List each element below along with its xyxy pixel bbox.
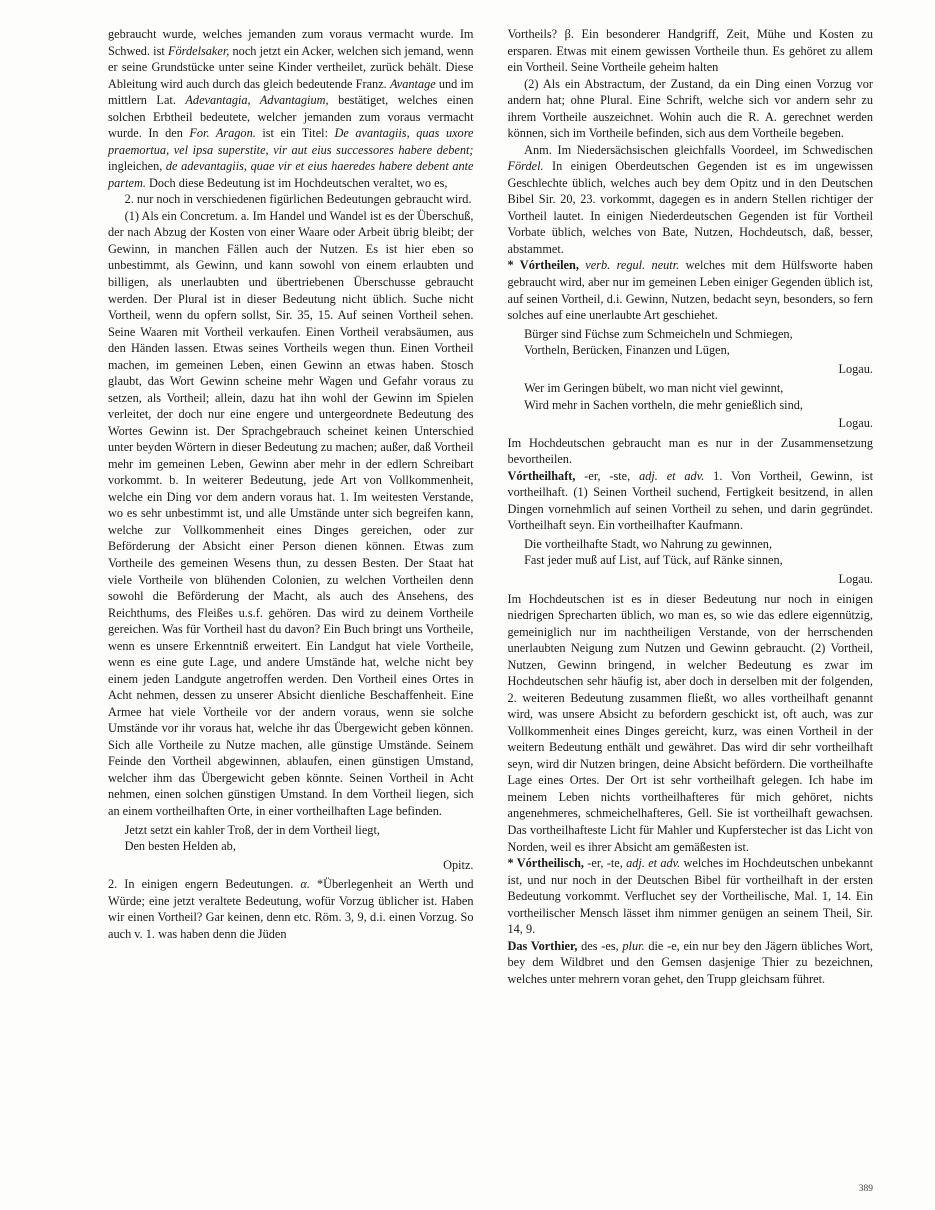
verse-attribution: Logau.: [838, 361, 873, 376]
verse-attribution: Opitz.: [443, 857, 474, 872]
verse-line: Fast jeder muß auf List, auf Tück, auf Ränke sinnen,: [524, 553, 783, 568]
verse-block: [508, 326, 874, 359]
paragraph: Im Hochdeutschen ist es in dieser Bedeutung nur noch in einigen niedrigen Sprecharten üblich, wo man es, so wie das edlere eigennützig, gemeiniglich nur im nachtheiligen Verstande, von der herrschenden unerlaubten Neigung zum Nutzen und Gewinn gebraucht. (2) Vortheil, Nutzen, Gewinn bringend, in welcher Bedeutung es zwar im Hochdeutschen sehr häufig ist, aber doch in derselben mit der folgenden, 2. weiteren Bedeutung zusammen fließt, wo alles vortheilhaft genannt wird, was unsere Absicht zu befordern geschickt ist, oft auch, was zur Vollkommenheit eines Dinges gereicht, kurz, was einen Vortheil in der weitern Bedeutung enthält und gewähret. Das wird dir sehr vortheilhaft seyn, wird dir Nutzen bringen, deine Absicht befördern. Die vortheilhafte Lage eines Ortes. Der Ort ist sehr vortheilhaft gelegen. Ich habe im meinem Leben nichts vortheilhafteres für mich gehöret, nichts angenehmeres, schmeichelhafteres, Gell. Sie ist vortheilhaft gewachsen. Das vortheilhafteste Licht für Mahler und Kupferstecher ist das Licht von Norden, weil es ihrer Absicht am gemäßesten ist.: [507, 591, 873, 854]
paragraph: 2. nur noch in verschiedenen figürlichen Bedeutungen gebraucht wird.: [124, 192, 472, 207]
paragraph: * Vórtheilen, verb. regul. neutr. welches mit dem Hülfsworte haben gebraucht wird, aber nur im gemeinen Leben einiger Gegenden üblich ist, auf seinen Vortheil, d.i. Gewinn, Nutzen, bedacht seyn, besonders, so fern solches auf eine unerlaubte Art geschiehet.: [507, 258, 874, 323]
paragraph: Vortheils? β. Ein besonderer Handgriff, Zeit, Mühe und Kosten zu ersparen. Etwas mit einem gewissen Vortheile thun. Es gehöret zu allem ein Vortheil. Seine Vortheile geheim halten: [507, 27, 873, 75]
paragraph: Vórtheilhaft, -er, -ste, adj. et adv. 1. Von Vortheil, Gewinn, ist vortheilhaft. (1) Seinen Vortheil suchend, Fertigkeit besitzend, in allen Dingen vornehmlich auf seinen Vortheil zu sehen, und darin gegründet. Vortheilhaft seyn. Ein vortheilhafter Kaufmann.: [507, 468, 873, 533]
paragraph: (2) Als ein Abstractum, der Zustand, da ein Ding einen Vorzug vor andern hat; ohne Plural. Eine Schrift, welche sich vor andern sehr zu ihrem Vortheile auszeichnet. Wohin auch die R. A. gerechnet werden können, sich im Vortheile befinden, sich aus dem Vortheile begeben.: [507, 76, 873, 141]
right-column: [508, 26, 874, 1166]
two-column-layout: [108, 26, 873, 1166]
page-number: 389: [858, 1184, 873, 1194]
verse-line: Wer im Geringen bübelt, wo man nicht viel gewinnt,: [524, 381, 784, 396]
paragraph: * Vórtheilisch, -er, -te, adj. et adv. welches im Hochdeutschen unbekannt ist, und nur noch in der Deutschen Bibel für vortheilhaft in der ersten Bedeutung vorkommt. Verfluchet sey der Vortheilische, Mal. 1, 14. Ein vortheilischer Mensch lässet ihm nimmer genügen an seinem Theil, Sir. 14, 9.: [507, 856, 873, 937]
paragraph: (1) Als ein Concretum. a. Im Handel und Wandel ist es der Überschuß, der nach Abzug der Kosten von einer Waare oder Arbeit übrig bleibt; der Gewinn, in manchen Fällen auch der Nutzen. Es ist hier eben so unbestimmt, als Gewinn, und kann sowohl von einem erlaubten und billigen, als unerlaubten und übertriebenen Überschusse gebraucht werden. Der Plural ist in dieser Bedeutung nicht üblich. Suche nicht Vortheil, wenn du opfern sollst, Sir. 35, 15. Auf seinen Vortheil sehen. Seine Waaren mit Vortheil verkaufen. Einen Vortheil verabsäumen, aus den Händen lassen. Etwas seines Vortheils wegen thun. Einen Vortheil machen, im gemeinen Leben, einen Gewinn an etwas haben. Stosch glaubt, das Wort Gewinn scheine mehr Wagen und Gefahr voraus zu setzen, als Vortheil; allein, dazu hat ihn wohl der Gewinn im Spielen verleitet, der doch nur eine engere und untergeordnete Bedeutung des Wortes Gewinn ist. Der Sprachgebrauch scheinet keinen Unterschied unter beyden Wörtern in dieser Bedeutung zu machen; außer, daß Vortheil mehr im gemeinen Leben, Gewinn aber mehr in der edlern Schreibart vorkommt. b. In weiterer Bedeutung, jede Art von Vollkommenheit, welche ein Ding vor dem andern voraus hat. 1. Im weitesten Verstande, wo es sehr unbestimmt ist, und alle Umstände unter sich begreifen kann, welche zur Vollkommenheit eines Dinges gereichen, oder zur Beförderung der Absicht einer Person dienen können. Etwas zum Vortheile des gemeinen Wesens thun, zu dessen Besten. Der Staat hat viele Vortheile von blühenden Colonien, zu welchen Vortheilen denn sowohl die Beförderung der Macht, als auch des Ansehens, des Reichthums, des Fleißes u.s.f. gehören. Das wird zu deinem Vortheile gereichen. Was für Vortheil hast du davon? Ein Buch bringt uns Vortheile, wenn es unsere Erkenntniß erweitert. Ein Landgut hat viele Vortheile, wenn es eine gute Lage, und andere Umstände hat, welche nicht bey einem jeden Landgute angetroffen werden. Den Vortheil eines Ortes in Acht nehmen, dessen zu unserer Absicht dienliche Beschaffenheit. Eine Armee hat viele Vortheile vor der andern voraus, wenn sie solche Umstände vor ihr voraus hat, welche ihr das Übergewicht geben können. Sich alle Vortheile zu Nutze machen, alle günstige Umstände. Seinem Feinde den Vortheil abgewinnen, ablaufen, einen günstigen Umstand, welcher ihm das Übergewicht geben könnte. Seinen Vortheil in Acht nehmen, einen solchen günstigen Umstand. In dem Vortheil liegen, sich an einem vortheilhaften Orte, in einer vortheilhaften Lage befinden.: [108, 208, 474, 818]
verse-block: [508, 380, 874, 413]
verse-block: [508, 536, 874, 569]
left-column: [108, 26, 474, 1166]
verse-line: Die vortheilhafte Stadt, wo Nahrung zu gewinnen,: [524, 536, 773, 551]
verse-line: Wird mehr in Sachen vortheln, die mehr genießlich sind,: [524, 397, 803, 412]
verse-line: Den besten Helden ab,: [124, 839, 236, 854]
verse-line: Bürger sind Füchse zum Schmeicheln und Schmiegen,: [524, 326, 793, 341]
paragraph: Anm. Im Niedersächsischen gleichfalls Voordeel, im Schwedischen Fördel. In einigen Oberdeutschen Gegenden ist es im ungewissen Geschlechte üblich, welches auch bey dem Opitz und in den Deutschen Bibel Sir. 20, 23. vorkommt, dagegen es in andern Stellen richtiger der Vortheil lautet. In einigen Niederdeutschen Gegenden ist für Vortheil Vorbate üblich, welches von Bate, Nutzen, Hochdeutsch, daß, besser, abstammet.: [507, 142, 873, 256]
paragraph: 2. In einigen engern Bedeutungen. α. *Überlegenheit an Werth und Würde; eine jetzt veraltete Bedeutung, wofür Vorzug üblicher ist. Haben wir einen Vortheil? Gar keinen, denn etc. Röm. 3, 9, d.i. einen Vorzug. So auch v. 1. was haben denn die Jüden: [108, 877, 474, 941]
verse-line: Jetzt setzt ein kahler Troß, der in dem Vortheil liegt,: [124, 822, 380, 837]
paragraph: gebraucht wurde, welches jemanden zum voraus vermacht wurde. Im Schwed. ist Fördelsaker, noch jetzt ein Acker, welchen sich jemand, wenn er seine Grundstücke unter seine Kinder vertheilet, zurück behält. Diese Ableitung wird auch durch das gleich bedeutende Franz. Avantage und im mittlern Lat. Adevantagia, Advantagium, bestätiget, welches einen solchen Erbtheil bedeutete, welcher jemanden zum voraus vermacht wurde. In den For. Aragon. ist ein Titel: De avantagiis, quas uxore praemortua, vel ipsa superstite, vir aut eius successores habere debent; ingleichen, de adevantagiis, quae vir et eius haeredes habere debent ante partem. Doch diese Bedeutung ist im Hochdeutschen veraltet, wo es,: [108, 27, 474, 190]
paragraph: Im Hochdeutschen gebraucht man es nur in der Zusammensetzung bevortheilen.: [507, 435, 873, 467]
verse-block: [108, 822, 474, 855]
paragraph: Das Vorthier, des -es, plur. die -e, ein nur bey den Jägern übliches Wort, bey dem Wildbret und den Gemsen dasjenige Thier zu bezeichnen, welches unter mehrern voran gehet, den Trupp gleichsam führet.: [507, 938, 873, 986]
verse-attribution: Logau.: [838, 416, 873, 431]
verse-line: Vortheln, Berücken, Finanzen und Lügen,: [524, 343, 730, 358]
verse-attribution: Logau.: [838, 572, 873, 586]
